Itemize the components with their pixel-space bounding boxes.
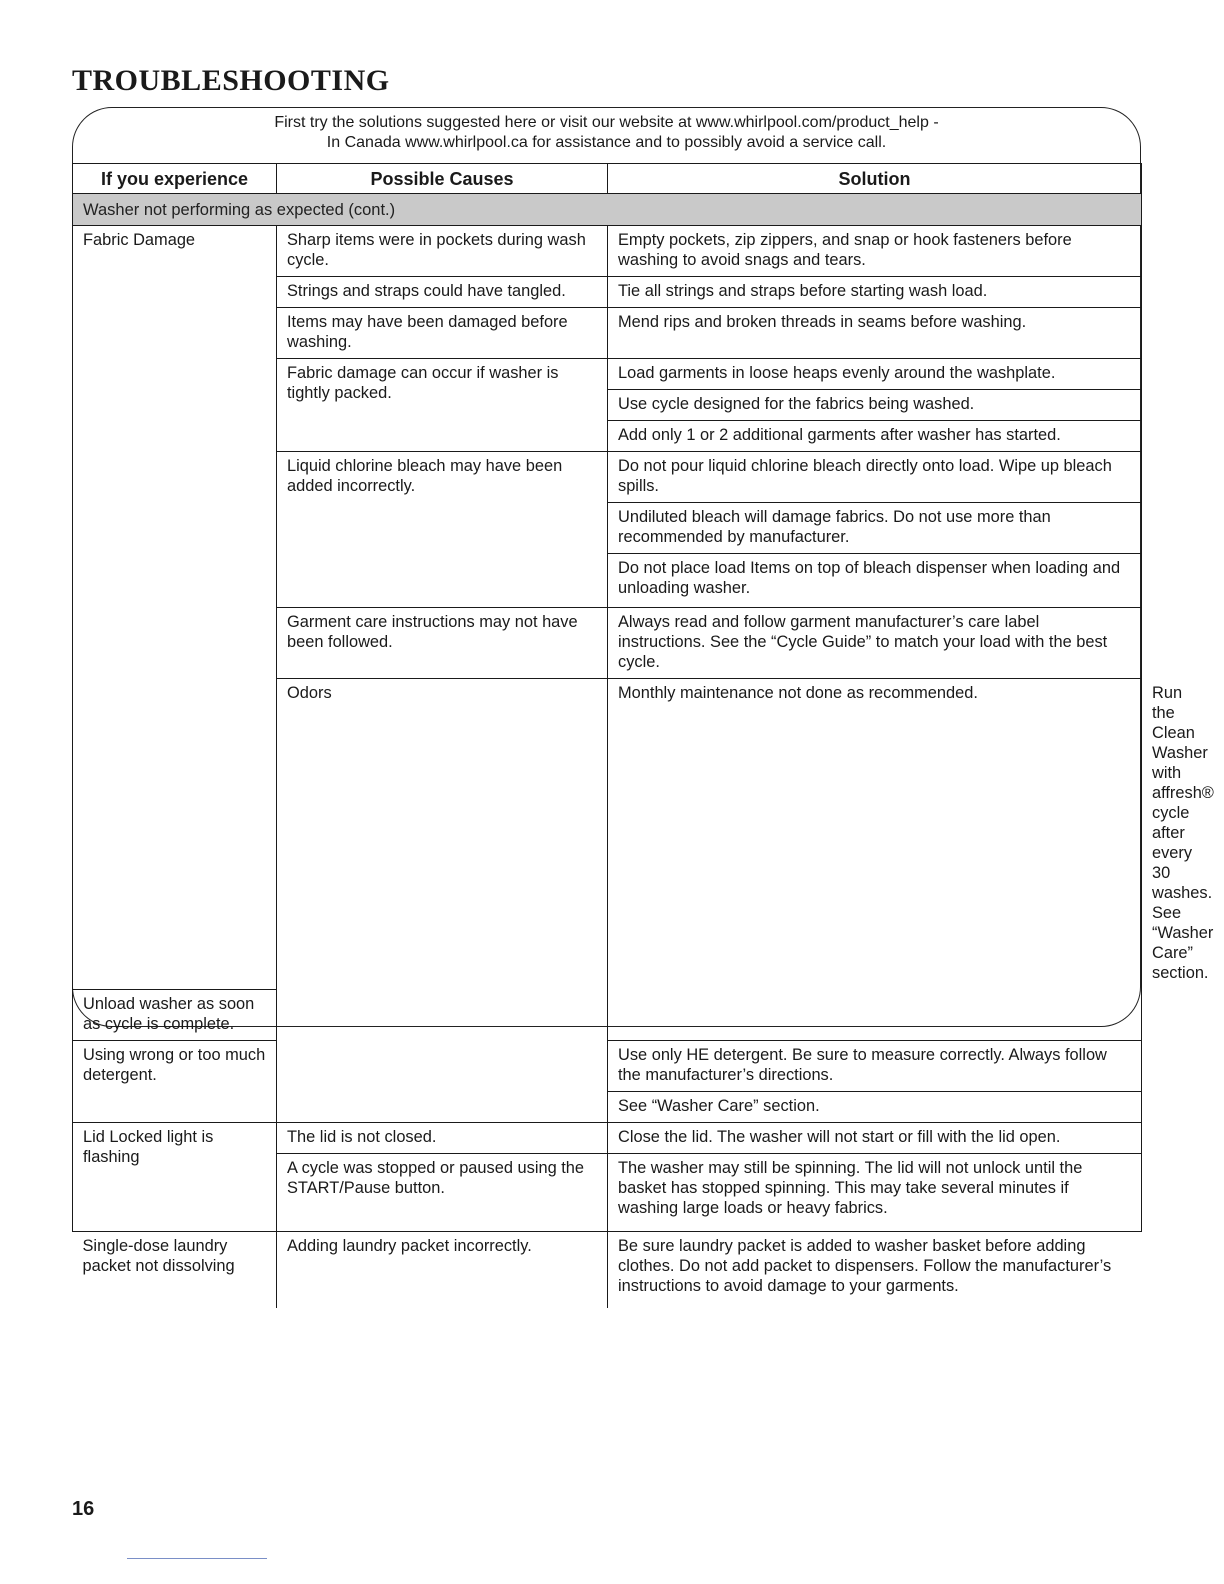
cause-cell: Fabric damage can occur if washer is tightly packed. — [277, 359, 608, 452]
solution-cell: Always read and follow garment manufacturer’s care label instructions. See the “Cycle Guide” to match your load with the best cycle. — [608, 608, 1142, 679]
header-solution: Solution — [608, 164, 1142, 194]
solution-cell: Tie all strings and straps before starting wash load. — [608, 277, 1142, 308]
table-row — [73, 1041, 1142, 1092]
cause-cell: Items may have been damaged before washing. — [277, 308, 608, 359]
header-experience: If you experience — [73, 164, 277, 194]
solution-cell: Add only 1 or 2 additional garments after washer has started. — [608, 421, 1142, 452]
solution-cell: Load garments in loose heaps evenly around the washplate. — [608, 359, 1142, 390]
page-title: TROUBLESHOOTING — [72, 64, 390, 97]
cause-cell: Using wrong or too much detergent. — [73, 1041, 277, 1123]
solution-cell: Unload washer as soon as cycle is complete. — [73, 990, 277, 1041]
cause-cell: The lid is not closed. — [277, 1123, 608, 1154]
page-number: 16 — [72, 1498, 95, 1520]
table-row — [73, 226, 1142, 277]
solution-cell: See “Washer Care” section. — [608, 1092, 1142, 1123]
experience-packet: Single-dose laundry packet not dissolving — [73, 1232, 277, 1308]
cause-cell: Liquid chlorine bleach may have been added incorrectly. — [277, 452, 608, 608]
cause-cell: Garment care instructions may not have been followed. — [277, 608, 608, 679]
cause-cell: Adding laundry packet incorrectly. — [277, 1232, 608, 1308]
experience-lid-locked: Lid Locked light is flashing — [73, 1123, 277, 1232]
header-row — [73, 164, 1142, 194]
section-row — [73, 194, 1142, 226]
cause-cell: Sharp items were in pockets during wash cycle. — [277, 226, 608, 277]
solution-cell: Use cycle designed for the fabrics being washed. — [608, 390, 1142, 421]
cause-cell: Strings and straps could have tangled. — [277, 277, 608, 308]
table-row — [73, 1232, 1142, 1308]
intro-line-2: In Canada www.whirlpool.ca for assistance and to possibly avoid a service call. — [326, 134, 887, 151]
cause-cell: Monthly maintenance not done as recommended. — [608, 679, 1142, 1041]
section-label: Washer not performing as expected (cont.) — [73, 194, 1142, 226]
header-causes: Possible Causes — [277, 164, 608, 194]
intro-line-1: First try the solutions suggested here or visit our website at www.whirlpool.com/product_help - — [274, 114, 939, 131]
table-row: Odors Monthly maintenance not done as recommended. Run the Clean Washer with affresh® cycle after every 30 washes. See “Washer Care” section. — [73, 679, 1142, 990]
solution-cell: Be sure laundry packet is added to washer basket before adding clothes. Do not add packet to dispensers. Follow the manufacturer’s instructions to avoid damage to your garments. — [608, 1232, 1142, 1308]
intro-text — [72, 113, 1141, 153]
footer-rule — [127, 1558, 267, 1559]
experience-odors: Odors — [277, 679, 608, 1123]
troubleshooting-table — [72, 163, 1214, 1308]
cause-cell: A cycle was stopped or paused using the START/Pause button. — [277, 1154, 608, 1232]
solution-cell: Use only HE detergent. Be sure to measure correctly. Always follow the manufacturer’s directions. — [608, 1041, 1142, 1092]
solution-cell: Do not place load Items on top of bleach dispenser when loading and unloading washer. — [608, 554, 1142, 608]
solution-cell: Undiluted bleach will damage fabrics. Do not use more than recommended by manufacturer. — [608, 503, 1142, 554]
solution-cell: Mend rips and broken threads in seams before washing. — [608, 308, 1142, 359]
table-row — [73, 1123, 1142, 1154]
experience-fabric-damage: Fabric Damage — [73, 226, 277, 990]
solution-cell: Empty pockets, zip zippers, and snap or hook fasteners before washing to avoid snags and tears. — [608, 226, 1142, 277]
solution-cell: Close the lid. The washer will not start or fill with the lid open. — [608, 1123, 1142, 1154]
solution-cell: The washer may still be spinning. The lid will not unlock until the basket has stopped spinning. This may take several minutes if washing large loads or heavy fabrics. — [608, 1154, 1142, 1232]
solution-cell: Do not pour liquid chlorine bleach directly onto load. Wipe up bleach spills. — [608, 452, 1142, 503]
